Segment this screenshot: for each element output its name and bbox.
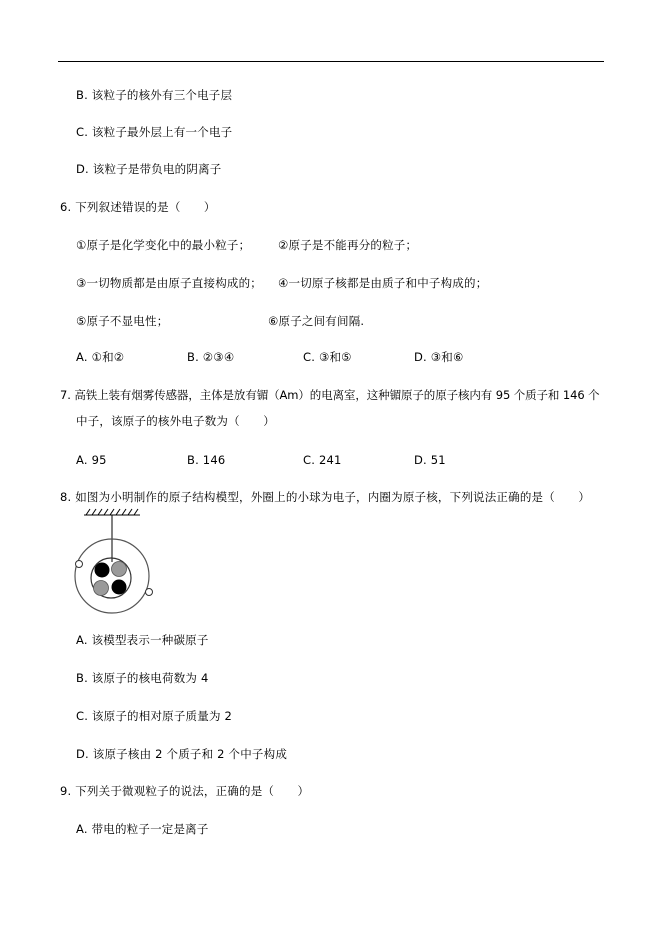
q6-statement-2: ②原子是不能再分的粒子； <box>278 238 418 252</box>
atom-model-figure <box>74 508 158 616</box>
nucleon-black-bottom-right <box>112 580 127 595</box>
nucleon-gray-top-right <box>112 562 127 577</box>
q6-option-d: D. ③和⑥ <box>414 350 464 364</box>
q6-stem: 6. 下列叙述错误的是（ ） <box>60 200 216 214</box>
q7-stem-line1: 7. 高铁上装有烟雾传感器，主体是放有镅（Am）的电离室，这种镅原子的原子核内有 95 个质子和 146 个 <box>60 388 600 402</box>
q6-statement-6: ⑥原子之间有间隔. <box>268 314 365 328</box>
q9-stem: 9. 下列关于微观粒子的说法，正确的是（ ） <box>60 784 310 798</box>
q9-option-a: A. 带电的粒子一定是离子 <box>76 822 209 836</box>
q5-option-c: C. 该粒子最外层上有一个电子 <box>76 125 233 139</box>
q8-option-d: D. 该原子核由 2 个质子和 2 个中子构成 <box>76 747 288 761</box>
header-rule <box>58 61 604 62</box>
electron-right <box>146 589 153 596</box>
nucleon-black-top-left <box>95 563 110 578</box>
q7-option-c: C. 241 <box>303 453 342 467</box>
q5-option-b: B. 该粒子的核外有三个电子层 <box>76 88 233 102</box>
q6-statement-4: ④一切原子核都是由质子和中子构成的； <box>278 276 488 290</box>
q7-option-b: B. 146 <box>187 453 226 467</box>
q6-statement-3: ③一切物质都是由原子直接构成的； <box>76 276 263 290</box>
q6-option-c: C. ③和⑤ <box>303 350 352 364</box>
q7-stem-line2: 中子，该原子的核外电子数为（ ） <box>76 414 275 428</box>
q8-option-c: C. 该原子的相对原子质量为 2 <box>76 709 233 723</box>
q6-option-a: A. ①和② <box>76 350 125 364</box>
q8-stem: 8. 如图为小明制作的原子结构模型，外圈上的小球为电子，内圈为原子核，下列说法正确的是（ ） <box>60 490 591 504</box>
q8-option-b: B. 该原子的核电荷数为 4 <box>76 671 209 685</box>
q5-option-d: D. 该粒子是带负电的阴离子 <box>76 162 222 176</box>
q6-option-b: B. ②③④ <box>187 350 235 364</box>
q8-option-a: A. 该模型表示一种碳原子 <box>76 633 209 647</box>
q6-statement-1: ①原子是化学变化中的最小粒子； <box>76 238 251 252</box>
q6-statement-5: ⑤原子不显电性； <box>76 314 169 328</box>
q7-option-d: D. 51 <box>414 453 446 467</box>
electron-left <box>76 561 83 568</box>
ceiling-hatch <box>84 509 140 515</box>
nucleon-gray-bottom-left <box>94 581 109 596</box>
q7-option-a: A. 95 <box>76 453 107 467</box>
